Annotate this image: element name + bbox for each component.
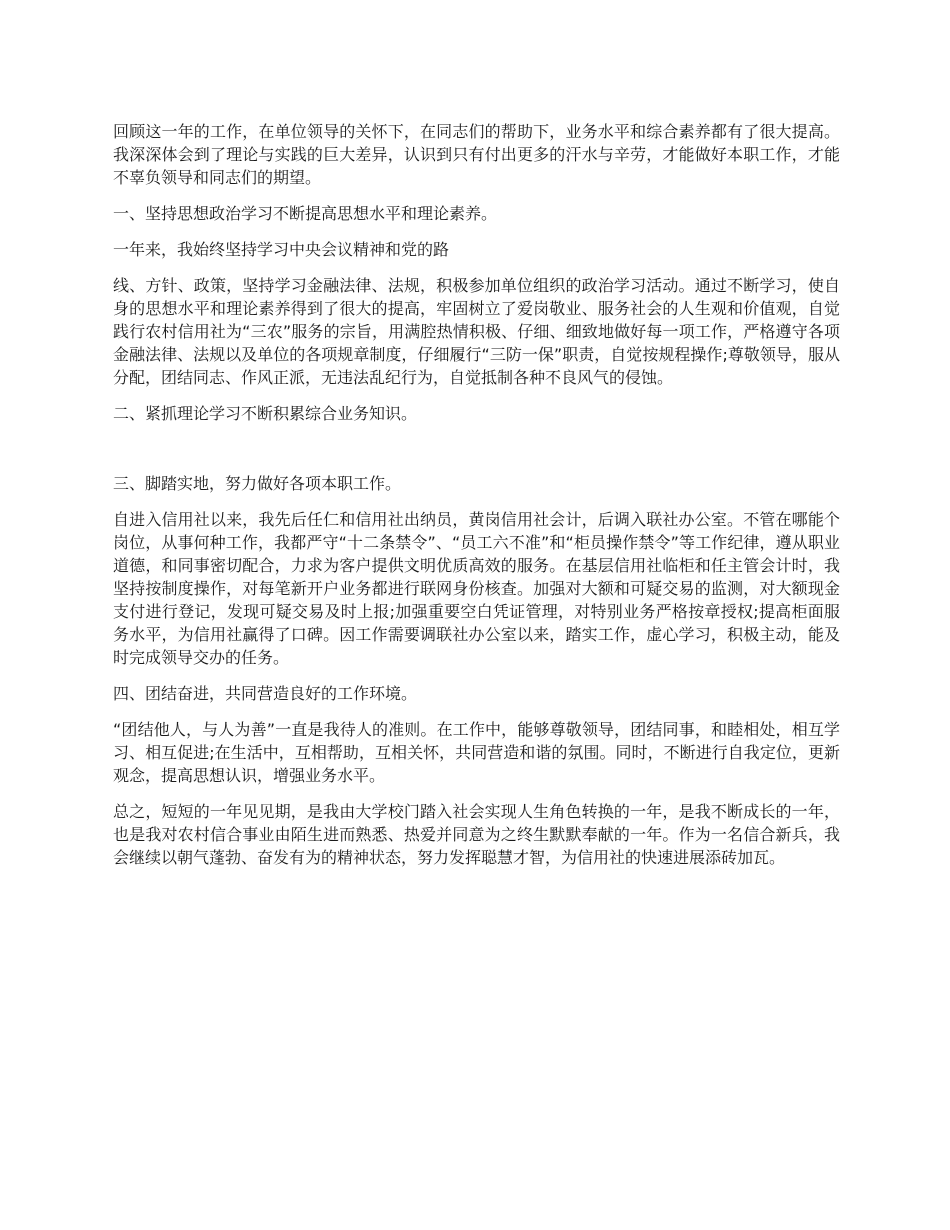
- intro-paragraph: 回顾这一年的工作，在单位领导的关怀下，在同志们的帮助下，业务水平和综合素养都有了很大提高。我深深体会到了理论与实践的巨大差异，认识到只有付出更多的汗水与辛劳，才能做好本职工作，才能不辜负领导和同志们的期望。: [113, 122, 840, 187]
- section-1-lead: 一年来，我始终坚持学习中央会议精神和党的路: [113, 240, 450, 259]
- section-4-body: “团结他人，与人为善”一直是我待人的准则。在工作中，能够尊敬领导，团结同事，和睦相处，相互学习、相互促进;在生活中，互相帮助，互相关怀，共同营造和谐的氛围。同时，不断进行自我定位，更新观念，提高思想认识，增强业务水平。: [113, 720, 840, 785]
- section-heading-4: 四、团结奋进，共同营造良好的工作环境。: [113, 684, 418, 703]
- section-2-blank-space: [113, 438, 840, 472]
- section-heading-1: 一、坚持思想政治学习不断提高思想水平和理论素养。: [113, 204, 498, 223]
- section-1-body: 线、方针、政策，坚持学习金融法律、法规，积极参加单位组织的政治学习活动。通过不断学习，使自身的思想水平和理论素养得到了很大的提高，牢固树立了爱岗敬业、服务社会的人生观和价值观，自觉践行农村信用社为“三农”服务的宗旨，用满腔热情积极、仔细、细致地做好每一项工作，严格遵守各项金融法律、法规以及单位的各项规章制度，仔细履行“三防一保”职责，自觉按规程操作;尊敬领导，服从分配，团结同志、作风正派，无违法乱纪行为，自觉抵制各种不良风气的侵蚀。: [113, 276, 840, 387]
- section-3-body: 自进入信用社以来，我先后任仁和信用社出纳员，黄岗信用社会计，后调入联社办公室。不管在哪能个岗位，从事何种工作，我都严守“十二条禁令”、“员工六不准”和“柜员操作禁令”等工作纪律，遵从职业道德，和同事密切配合，力求为客户提供文明优质高效的服务。在基层信用社临柜和任主管会计时，我坚持按制度操作，对每笔新开户业务都进行联网身份核查。加强对大额和可疑交易的监测，对大额现金支付进行登记，发现可疑交易及时上报;加强重要空白凭证管理，对特别业务严格按章授权;提高柜面服务水平，为信用社赢得了口碑。因工作需要调联社办公室以来，踏实工作，虚心学习，积极主动，能及时完成领导交办的任务。: [113, 510, 840, 667]
- document-body: [113, 120, 840, 882]
- section-heading-3: 三、脚踏实地，努力做好各项本职工作。: [113, 474, 402, 493]
- section-heading-2: 二、紧抓理论学习不断积累综合业务知识。: [113, 404, 418, 423]
- conclusion-paragraph: 总之，短短的一年见见期，是我由大学校门踏入社会实现人生角色转换的一年，是我不断成长的一年，也是我对农村信合事业由陌生进而熟悉、热爱并同意为之终生默默奉献的一年。作为一名信合新兵，我会继续以朝气蓬勃、奋发有为的精神状态，努力发挥聪慧才智，为信用社的快速进展添砖加瓦。: [113, 802, 840, 867]
